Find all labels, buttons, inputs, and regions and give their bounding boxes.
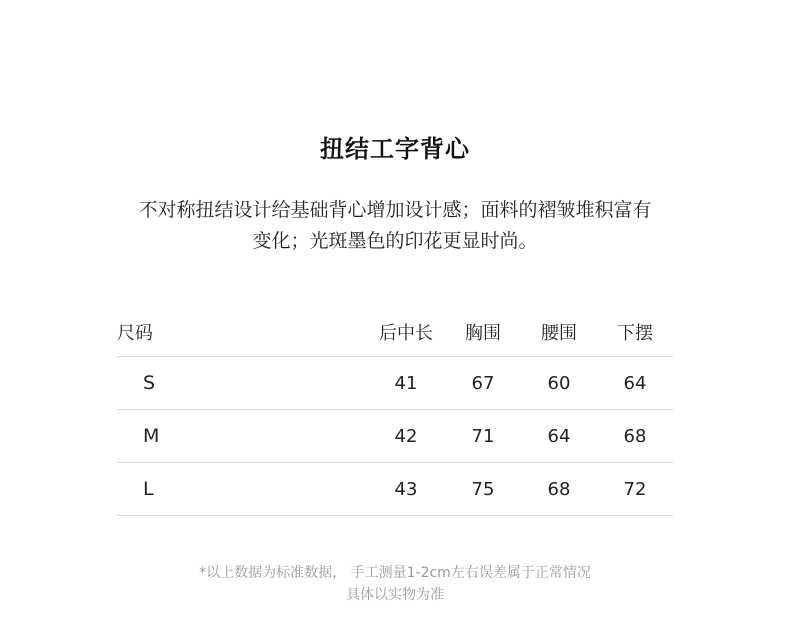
- waist-value: 68: [547, 478, 571, 500]
- back-length-value: 43: [394, 478, 418, 500]
- column-header-back-length: 后中长: [379, 323, 433, 344]
- chest-value: 67: [471, 372, 495, 394]
- size-label: M: [143, 425, 160, 447]
- table-row: [117, 410, 673, 463]
- column-header-waist: 腰围: [541, 323, 577, 344]
- table-row: [117, 357, 673, 410]
- size-table: [117, 308, 673, 516]
- back-length-value: 42: [394, 425, 418, 447]
- size-label: S: [143, 372, 156, 394]
- column-header-chest: 胸围: [465, 323, 501, 344]
- waist-value: 64: [547, 425, 571, 447]
- note-line-2: 具体以实物为准: [346, 587, 444, 603]
- hem-value: 72: [623, 478, 647, 500]
- size-column-header: 尺码: [117, 323, 153, 344]
- description-line-2: 变化；光斑墨色的印花更显时尚。: [252, 230, 538, 252]
- product-description: [95, 195, 695, 257]
- hem-value: 64: [623, 372, 647, 394]
- description-line-1: 不对称扭结设计给基础背心增加设计感；面料的褶皱堆积富有: [138, 199, 652, 221]
- note-line-1: *以上数据为标准数据， 手工测量1-2cm左右误差属于正常情况: [199, 565, 591, 581]
- chest-value: 71: [471, 425, 495, 447]
- waist-value: 60: [547, 372, 571, 394]
- back-length-value: 41: [394, 372, 418, 394]
- size-table-header: [117, 308, 673, 357]
- measurement-note: [0, 562, 790, 606]
- product-title: 扭结工字背心: [320, 135, 470, 163]
- table-row: [117, 463, 673, 516]
- column-header-hem: 下摆: [617, 323, 653, 344]
- hem-value: 68: [623, 425, 647, 447]
- chest-value: 75: [471, 478, 495, 500]
- size-label: L: [143, 478, 154, 500]
